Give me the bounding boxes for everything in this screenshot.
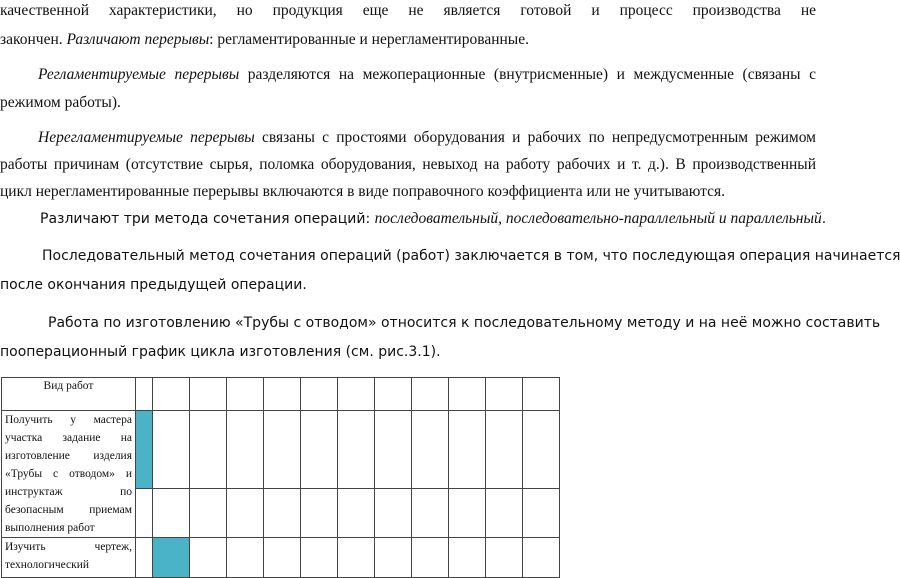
work-line: выполнения работ (5, 522, 95, 534)
term-regulated-breaks: Регламентируемые перерывы (38, 66, 240, 83)
work-line: технологический (5, 559, 90, 571)
term-breaks: Различают перерывы (66, 31, 210, 48)
paragraph-5-line-2: после окончания предыдущей операции. (0, 277, 307, 293)
work-line: безопасным приемам (5, 504, 132, 516)
paragraph-4 (40, 210, 827, 228)
paragraph-2-line-1 (38, 66, 816, 84)
work-line: изготовление изделия (5, 450, 132, 462)
work-cell (2, 411, 136, 538)
paragraph-3-line-3: цикл нерегламентированные перерывы включаются в виде поправочного коэффициента или не учитываются. (0, 183, 725, 200)
work-line: «Трубы с отводом» и (5, 468, 132, 480)
operations-schedule-table (1, 377, 560, 578)
work-line: участка задание на (5, 432, 132, 444)
text: закончен. (0, 31, 67, 48)
term-unregulated-breaks: Нерегламентируемые перерывы (38, 129, 255, 146)
work-line: Изучить чертеж, (5, 541, 132, 553)
paragraph-6-line-1: Работа по изготовлению «Трубы с отводом» относится к последовательному методу и на неё можно составить (48, 315, 881, 331)
methods-list: последовательный, последовательно-параллельный и параллельный (374, 210, 822, 227)
paragraph-1-line-2 (0, 31, 816, 49)
gantt-bar (136, 411, 153, 489)
gantt-bar (153, 538, 190, 578)
paragraph-1-line-1: качественной характеристики, но продукция еще не является готовой и процесс производства не (0, 2, 816, 19)
work-line: Получить у мастера (5, 414, 132, 426)
work-cell (2, 538, 136, 578)
work-line: инструктаж по (5, 486, 132, 498)
text: . (821, 211, 827, 227)
paragraph-6-line-2: пооперационный график цикла изготовления (см. рис.3.1). (0, 344, 441, 360)
header-work-type: Вид работ (2, 378, 136, 411)
table-row (2, 411, 560, 489)
paragraph-3-line-1 (38, 129, 816, 147)
paragraph-2-line-2: режимом работы). (0, 94, 121, 111)
text: Различают три метода сочетания операций: (40, 211, 375, 227)
table-row (2, 538, 560, 578)
paragraph-5-line-1: Последовательный метод сочетания операций (работ) заключается в том, что последующая операция начинается (42, 248, 900, 264)
text: : регламентированные и нерегламентированные. (209, 31, 529, 48)
paragraph-3-line-2: работы причинам (отсутствие сырья, поломка оборудования, невыход на работу рабочих и т. д.). В производственный (0, 156, 816, 173)
text: разделяются на межоперационные (внутрисменные) и междусменные (связаны с (239, 66, 817, 83)
text: связаны с простоями оборудования и рабочих по непредусмотренным режимом (254, 129, 816, 146)
table-header-row (2, 378, 560, 411)
